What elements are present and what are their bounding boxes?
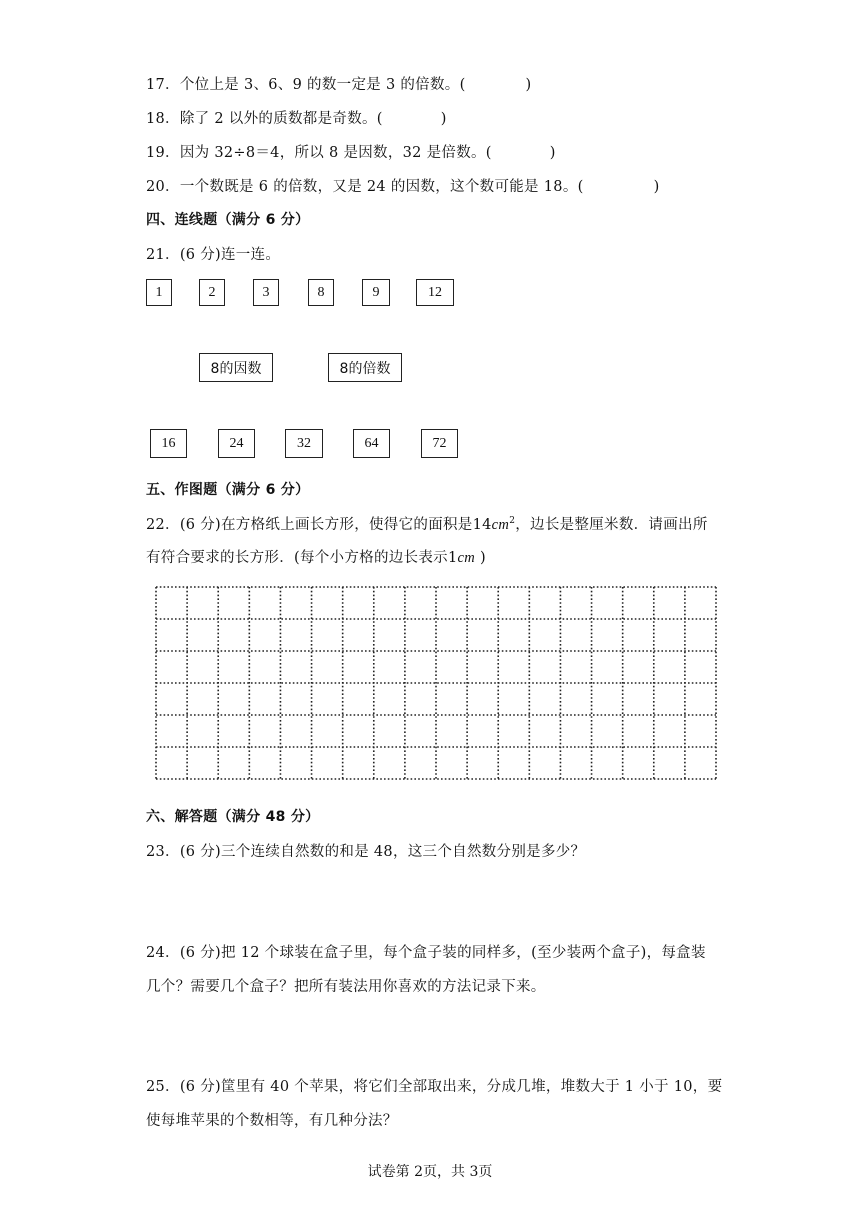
question-24-line2: 几个？需要几个盒子？把所有装法用你喜欢的方法记录下来。: [146, 979, 546, 995]
page-footer: 试卷第 2页，共 3页: [367, 1164, 493, 1180]
number-box-12[interactable]: 12: [416, 279, 454, 306]
question-22-line2-suffix: ): [479, 550, 486, 566]
area-unit: cm: [491, 517, 510, 533]
number-box-2[interactable]: 2: [199, 279, 225, 306]
number-box-1[interactable]: 1: [146, 279, 172, 306]
question-25-line1: 25．(6 分)筐里有 40 个苹果，将它们全部取出来，分成几堆，堆数大于 1 小于 10，要: [146, 1079, 723, 1095]
question-21: 21．(6 分)连一连。: [146, 247, 281, 263]
section6-heading: 六、解答题（满分 48 分）: [146, 809, 320, 825]
number-box-72[interactable]: 72: [421, 429, 458, 458]
question-22-line1: [146, 513, 708, 534]
question-20-text: 20．一个数既是 6 的倍数，又是 24 的因数，这个数可能是 18。(: [146, 179, 584, 195]
unit-label: cm: [457, 550, 476, 566]
question-17-close: ): [525, 77, 532, 93]
area-exponent: 2: [509, 516, 516, 527]
question-23: 23．(6 分)三个连续自然数的和是 48，这三个自然数分别是多少？: [146, 844, 586, 860]
question-19: [146, 141, 556, 162]
unit-value: 1: [447, 550, 458, 566]
question-18-text: 18．除了 2 以外的质数都是奇数。(: [146, 111, 383, 127]
area-value: 14: [472, 517, 492, 533]
question-22-line2: [146, 546, 486, 567]
question-22-line2-prefix: 有符合要求的长方形．(每个小方格的边长表示: [146, 550, 448, 566]
number-box-9[interactable]: 9: [362, 279, 390, 306]
number-box-3[interactable]: 3: [253, 279, 279, 306]
question-22-prefix: 22．(6 分)在方格纸上画长方形，使得它的面积是: [146, 517, 473, 533]
question-17: [146, 73, 532, 94]
question-18: [146, 107, 447, 128]
question-25-line2: 使每堆苹果的个数相等，有几种分法？: [146, 1113, 398, 1129]
multiples-of-8-box[interactable]: 8的倍数: [328, 353, 402, 382]
factors-of-8-box[interactable]: 8的因数: [199, 353, 273, 382]
number-box-16[interactable]: 16: [150, 429, 187, 458]
section5-heading: 五、作图题（满分 6 分）: [146, 482, 310, 498]
section4-heading: 四、连线题（满分 6 分）: [146, 212, 310, 228]
question-24-line1: 24．(6 分)把 12 个球装在盒子里，每个盒子装的同样多，(至少装两个盒子)，每盒装: [146, 945, 706, 961]
number-box-8[interactable]: 8: [308, 279, 334, 306]
grid-paper[interactable]: [154, 585, 718, 781]
question-19-text: 19．因为 32÷8＝4，所以 8 是因数，32 是倍数。(: [146, 145, 492, 161]
question-18-close: ): [440, 111, 447, 127]
question-20: [146, 175, 660, 196]
question-22-suffix: ，边长是整厘米数．请画出所: [515, 517, 708, 533]
number-box-24[interactable]: 24: [218, 429, 255, 458]
question-20-close: ): [653, 179, 660, 195]
question-17-text: 17．个位上是 3、6、9 的数一定是 3 的倍数。(: [146, 77, 466, 93]
question-19-close: ): [549, 145, 556, 161]
number-box-64[interactable]: 64: [353, 429, 390, 458]
number-box-32[interactable]: 32: [285, 429, 323, 458]
